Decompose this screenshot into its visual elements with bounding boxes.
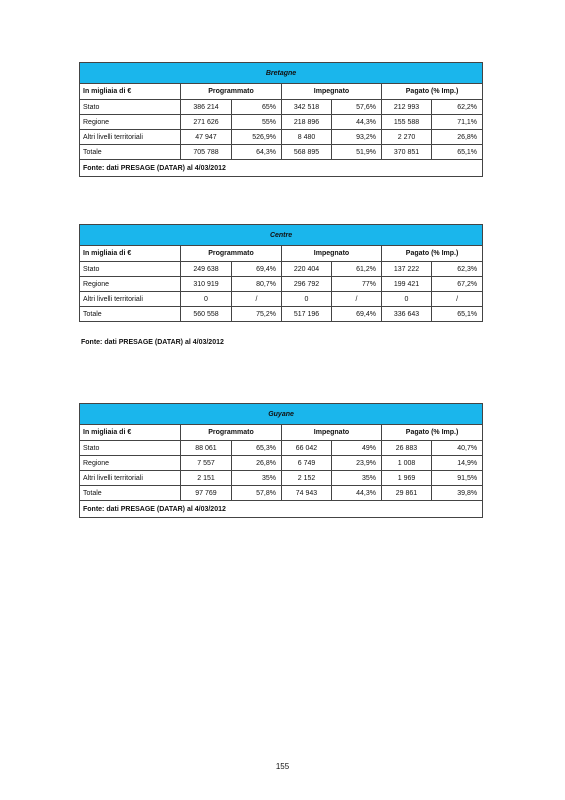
row-label: Altri livelli territoriali [80,130,181,145]
cell-pagato-pct: 40,7% [432,441,483,456]
table-bretagne [79,62,483,177]
cell-pagato: 199 421 [382,277,432,292]
column-header-impegnato: Impegnato [282,425,382,441]
table-row [80,277,483,292]
cell-programmato-pct: / [232,292,282,307]
cell-programmato: 271 626 [181,115,232,130]
table-centre [79,224,483,322]
cell-impegnato-pct: / [332,292,382,307]
source-note: Fonte: dati PRESAGE (DATAR) al 4/03/2012 [81,339,224,346]
cell-pagato-pct: 62,2% [432,100,483,115]
cell-programmato-pct: 55% [232,115,282,130]
cell-impegnato-pct: 51,9% [332,145,382,160]
cell-pagato: 1 969 [382,471,432,486]
cell-programmato-pct: 57,8% [232,486,282,501]
cell-pagato-pct: 91,5% [432,471,483,486]
cell-impegnato-pct: 93,2% [332,130,382,145]
cell-impegnato-pct: 44,3% [332,486,382,501]
cell-pagato-pct: 71,1% [432,115,483,130]
cell-programmato: 97 769 [181,486,232,501]
cell-impegnato: 517 196 [282,307,332,322]
row-label: Stato [80,262,181,277]
cell-programmato-pct: 80,7% [232,277,282,292]
table-row [80,130,483,145]
cell-programmato-pct: 65% [232,100,282,115]
row-label: Regione [80,115,181,130]
cell-impegnato: 218 896 [282,115,332,130]
cell-pagato-pct: 39,8% [432,486,483,501]
cell-pagato-pct: 14,9% [432,456,483,471]
column-header-label: In migliaia di € [80,425,181,441]
table-row [80,100,483,115]
cell-programmato-pct: 26,8% [232,456,282,471]
cell-impegnato: 2 152 [282,471,332,486]
column-header-label: In migliaia di € [80,84,181,100]
cell-pagato: 1 008 [382,456,432,471]
row-label: Totale [80,486,181,501]
column-header-impegnato: Impegnato [282,246,382,262]
cell-impegnato: 74 943 [282,486,332,501]
cell-pagato-pct: 65,1% [432,145,483,160]
row-label: Totale [80,307,181,322]
column-header-pagato: Pagato (% Imp.) [382,425,483,441]
cell-pagato: 26 883 [382,441,432,456]
cell-pagato: 0 [382,292,432,307]
cell-pagato: 155 588 [382,115,432,130]
table-row [80,145,483,160]
column-header-programmato: Programmato [181,84,282,100]
page-number: 155 [275,762,290,771]
table-row [80,456,483,471]
cell-programmato-pct: 69,4% [232,262,282,277]
cell-impegnato-pct: 23,9% [332,456,382,471]
cell-programmato: 386 214 [181,100,232,115]
cell-pagato: 212 993 [382,100,432,115]
cell-programmato: 2 151 [181,471,232,486]
table-row [80,486,483,501]
cell-impegnato: 6 749 [282,456,332,471]
cell-pagato: 137 222 [382,262,432,277]
row-label: Altri livelli territoriali [80,471,181,486]
column-header-impegnato: Impegnato [282,84,382,100]
table-row [80,262,483,277]
cell-impegnato: 220 404 [282,262,332,277]
cell-impegnato: 8 480 [282,130,332,145]
cell-programmato: 0 [181,292,232,307]
cell-pagato-pct: 65,1% [432,307,483,322]
cell-programmato: 249 638 [181,262,232,277]
cell-impegnato-pct: 69,4% [332,307,382,322]
row-label: Stato [80,100,181,115]
cell-programmato: 560 558 [181,307,232,322]
cell-programmato: 88 061 [181,441,232,456]
cell-impegnato: 66 042 [282,441,332,456]
cell-programmato-pct: 35% [232,471,282,486]
cell-programmato-pct: 75,2% [232,307,282,322]
cell-pagato: 29 861 [382,486,432,501]
cell-pagato-pct: / [432,292,483,307]
cell-impegnato-pct: 77% [332,277,382,292]
cell-programmato-pct: 526,9% [232,130,282,145]
table-title: Bretagne [80,63,483,84]
column-header-programmato: Programmato [181,246,282,262]
cell-pagato: 336 643 [382,307,432,322]
cell-impegnato: 296 792 [282,277,332,292]
table-guyane [79,403,483,518]
cell-impegnato-pct: 35% [332,471,382,486]
cell-impegnato: 0 [282,292,332,307]
cell-pagato-pct: 67,2% [432,277,483,292]
table-row [80,307,483,322]
source-note: Fonte: dati PRESAGE (DATAR) al 4/03/2012 [80,160,483,177]
cell-programmato: 310 919 [181,277,232,292]
cell-programmato: 7 557 [181,456,232,471]
cell-impegnato: 342 518 [282,100,332,115]
row-label: Stato [80,441,181,456]
cell-impegnato: 568 895 [282,145,332,160]
table-row [80,292,483,307]
cell-programmato: 47 947 [181,130,232,145]
cell-pagato-pct: 62,3% [432,262,483,277]
table-row [80,115,483,130]
table-title: Guyane [80,404,483,425]
cell-programmato: 705 788 [181,145,232,160]
cell-impegnato-pct: 44,3% [332,115,382,130]
cell-impegnato-pct: 49% [332,441,382,456]
column-header-pagato: Pagato (% Imp.) [382,246,483,262]
table-row [80,471,483,486]
cell-programmato-pct: 64,3% [232,145,282,160]
cell-programmato-pct: 65,3% [232,441,282,456]
cell-impegnato-pct: 61,2% [332,262,382,277]
cell-impegnato-pct: 57,6% [332,100,382,115]
row-label: Regione [80,277,181,292]
table-row [80,441,483,456]
table-title: Centre [80,225,483,246]
cell-pagato: 370 851 [382,145,432,160]
cell-pagato-pct: 26,8% [432,130,483,145]
row-label: Totale [80,145,181,160]
row-label: Regione [80,456,181,471]
column-header-programmato: Programmato [181,425,282,441]
column-header-label: In migliaia di € [80,246,181,262]
column-header-pagato: Pagato (% Imp.) [382,84,483,100]
source-note: Fonte: dati PRESAGE (DATAR) al 4/03/2012 [80,501,483,518]
row-label: Altri livelli territoriali [80,292,181,307]
cell-pagato: 2 270 [382,130,432,145]
